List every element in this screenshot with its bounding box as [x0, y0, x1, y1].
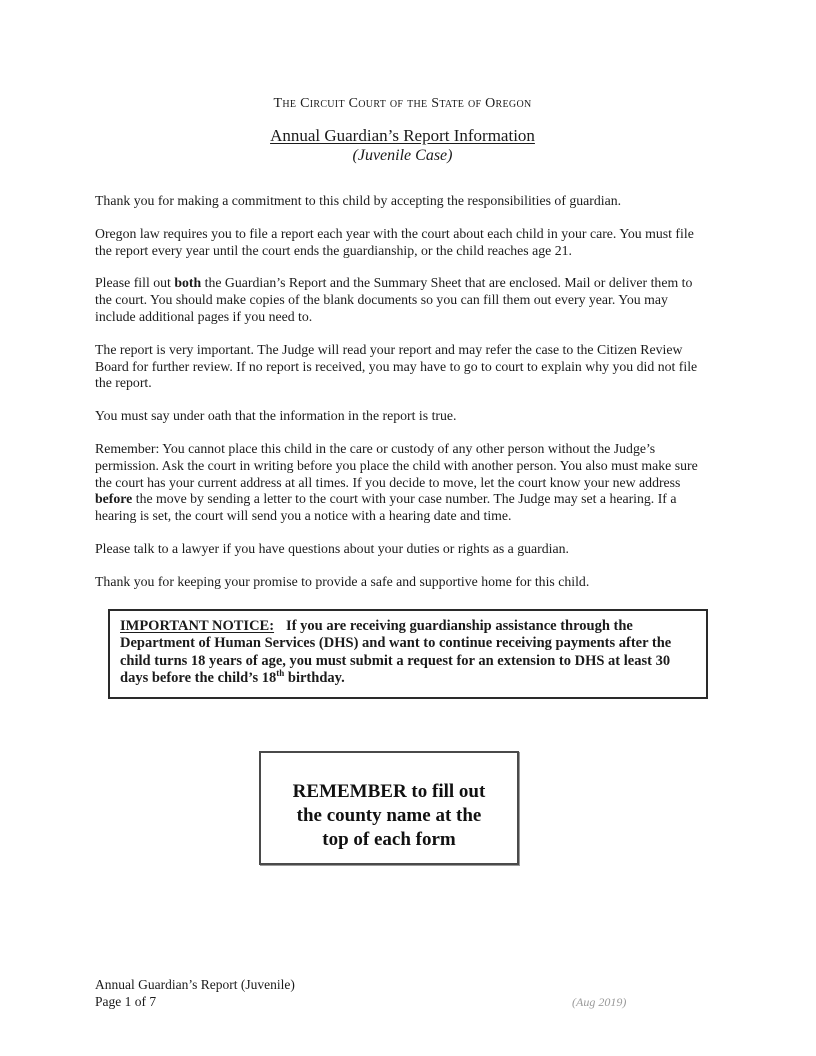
remember-box — [259, 751, 519, 865]
important-notice-text: If you are receiving guardianship assistance through the Department of Human Services (DHS) and want to continue receiving payments after the child turns 18 years of age, you must submit a request for an extension to DHS at least 30 days before the child’s 18 — [120, 617, 672, 687]
page-footer — [95, 976, 295, 1010]
paragraph-6-post: the move by sending a letter to the court with your case number. The Judge may set a hearing. If a hearing is set, the court will send you a notice with a hearing date and time. — [95, 491, 677, 524]
remember-line-3: top of each form — [322, 828, 456, 850]
remember-line-2: the county name at the — [296, 804, 482, 826]
paragraph-3-pre: Please fill out — [95, 275, 175, 291]
footer-revision-date: (Aug 2019) — [572, 995, 627, 1009]
important-notice-box — [108, 609, 708, 699]
paragraph-8: Thank you for keeping your promise to provide a safe and supportive home for this child. — [95, 573, 590, 589]
court-title: The Circuit Court of the State of Oregon — [273, 96, 532, 111]
paragraph-5: You must say under oath that the information in the report is true. — [95, 408, 457, 424]
ordinal-suffix: th — [276, 668, 285, 679]
paragraph-7: Please talk to a lawyer if you have questions about your duties or rights as a guardian. — [95, 540, 569, 556]
paragraph-6 — [95, 441, 710, 525]
bold-word-both: both — [174, 275, 202, 291]
body-text — [95, 193, 710, 591]
paragraph-3-post: the Guardian’s Report and the Summary Sheet that are enclosed. Mail or deliver them to the court. You should make copies of the blank documents so you can fill them out every year. You may include additional pages if you need to. — [95, 275, 693, 324]
document-title-text: Annual Guardian’s Report Information — [270, 126, 535, 145]
important-notice-label: IMPORTANT NOTICE: — [120, 617, 275, 634]
document-subtitle: (Juvenile Case) — [352, 147, 453, 164]
important-notice-text-end: birthday. — [284, 670, 345, 687]
paragraph-4: The report is very important. The Judge will read your report and may refer the case to the Citizen Review Board for further review. If no report is received, you may have to go to court to explain why you did not file the report. — [95, 341, 698, 391]
remember-line-1: REMEMBER to fill out — [292, 780, 486, 802]
paragraph-2: Oregon law requires you to file a report each year with the court about each child in your care. You must file the report every year until the court ends the guardianship, or the child reaches age 21. — [95, 225, 694, 258]
footer-page-number: Page 1 of 7 — [95, 994, 157, 1009]
bold-word-before: before — [95, 491, 133, 507]
paragraph-3 — [95, 275, 710, 325]
document-title — [95, 126, 710, 146]
footer-document-name: Annual Guardian’s Report (Juvenile) — [95, 977, 295, 992]
paragraph-1: Thank you for making a commitment to this child by accepting the responsibilities of guardian. — [95, 193, 622, 208]
paragraph-6-pre: Remember: You cannot place this child in the care or custody of any other person without the Judge’s permission. Ask the court in writing before you place the child with another person. You also must make sure the court has your current address at all times. If you decide to move, let the court know your new address — [95, 440, 698, 490]
